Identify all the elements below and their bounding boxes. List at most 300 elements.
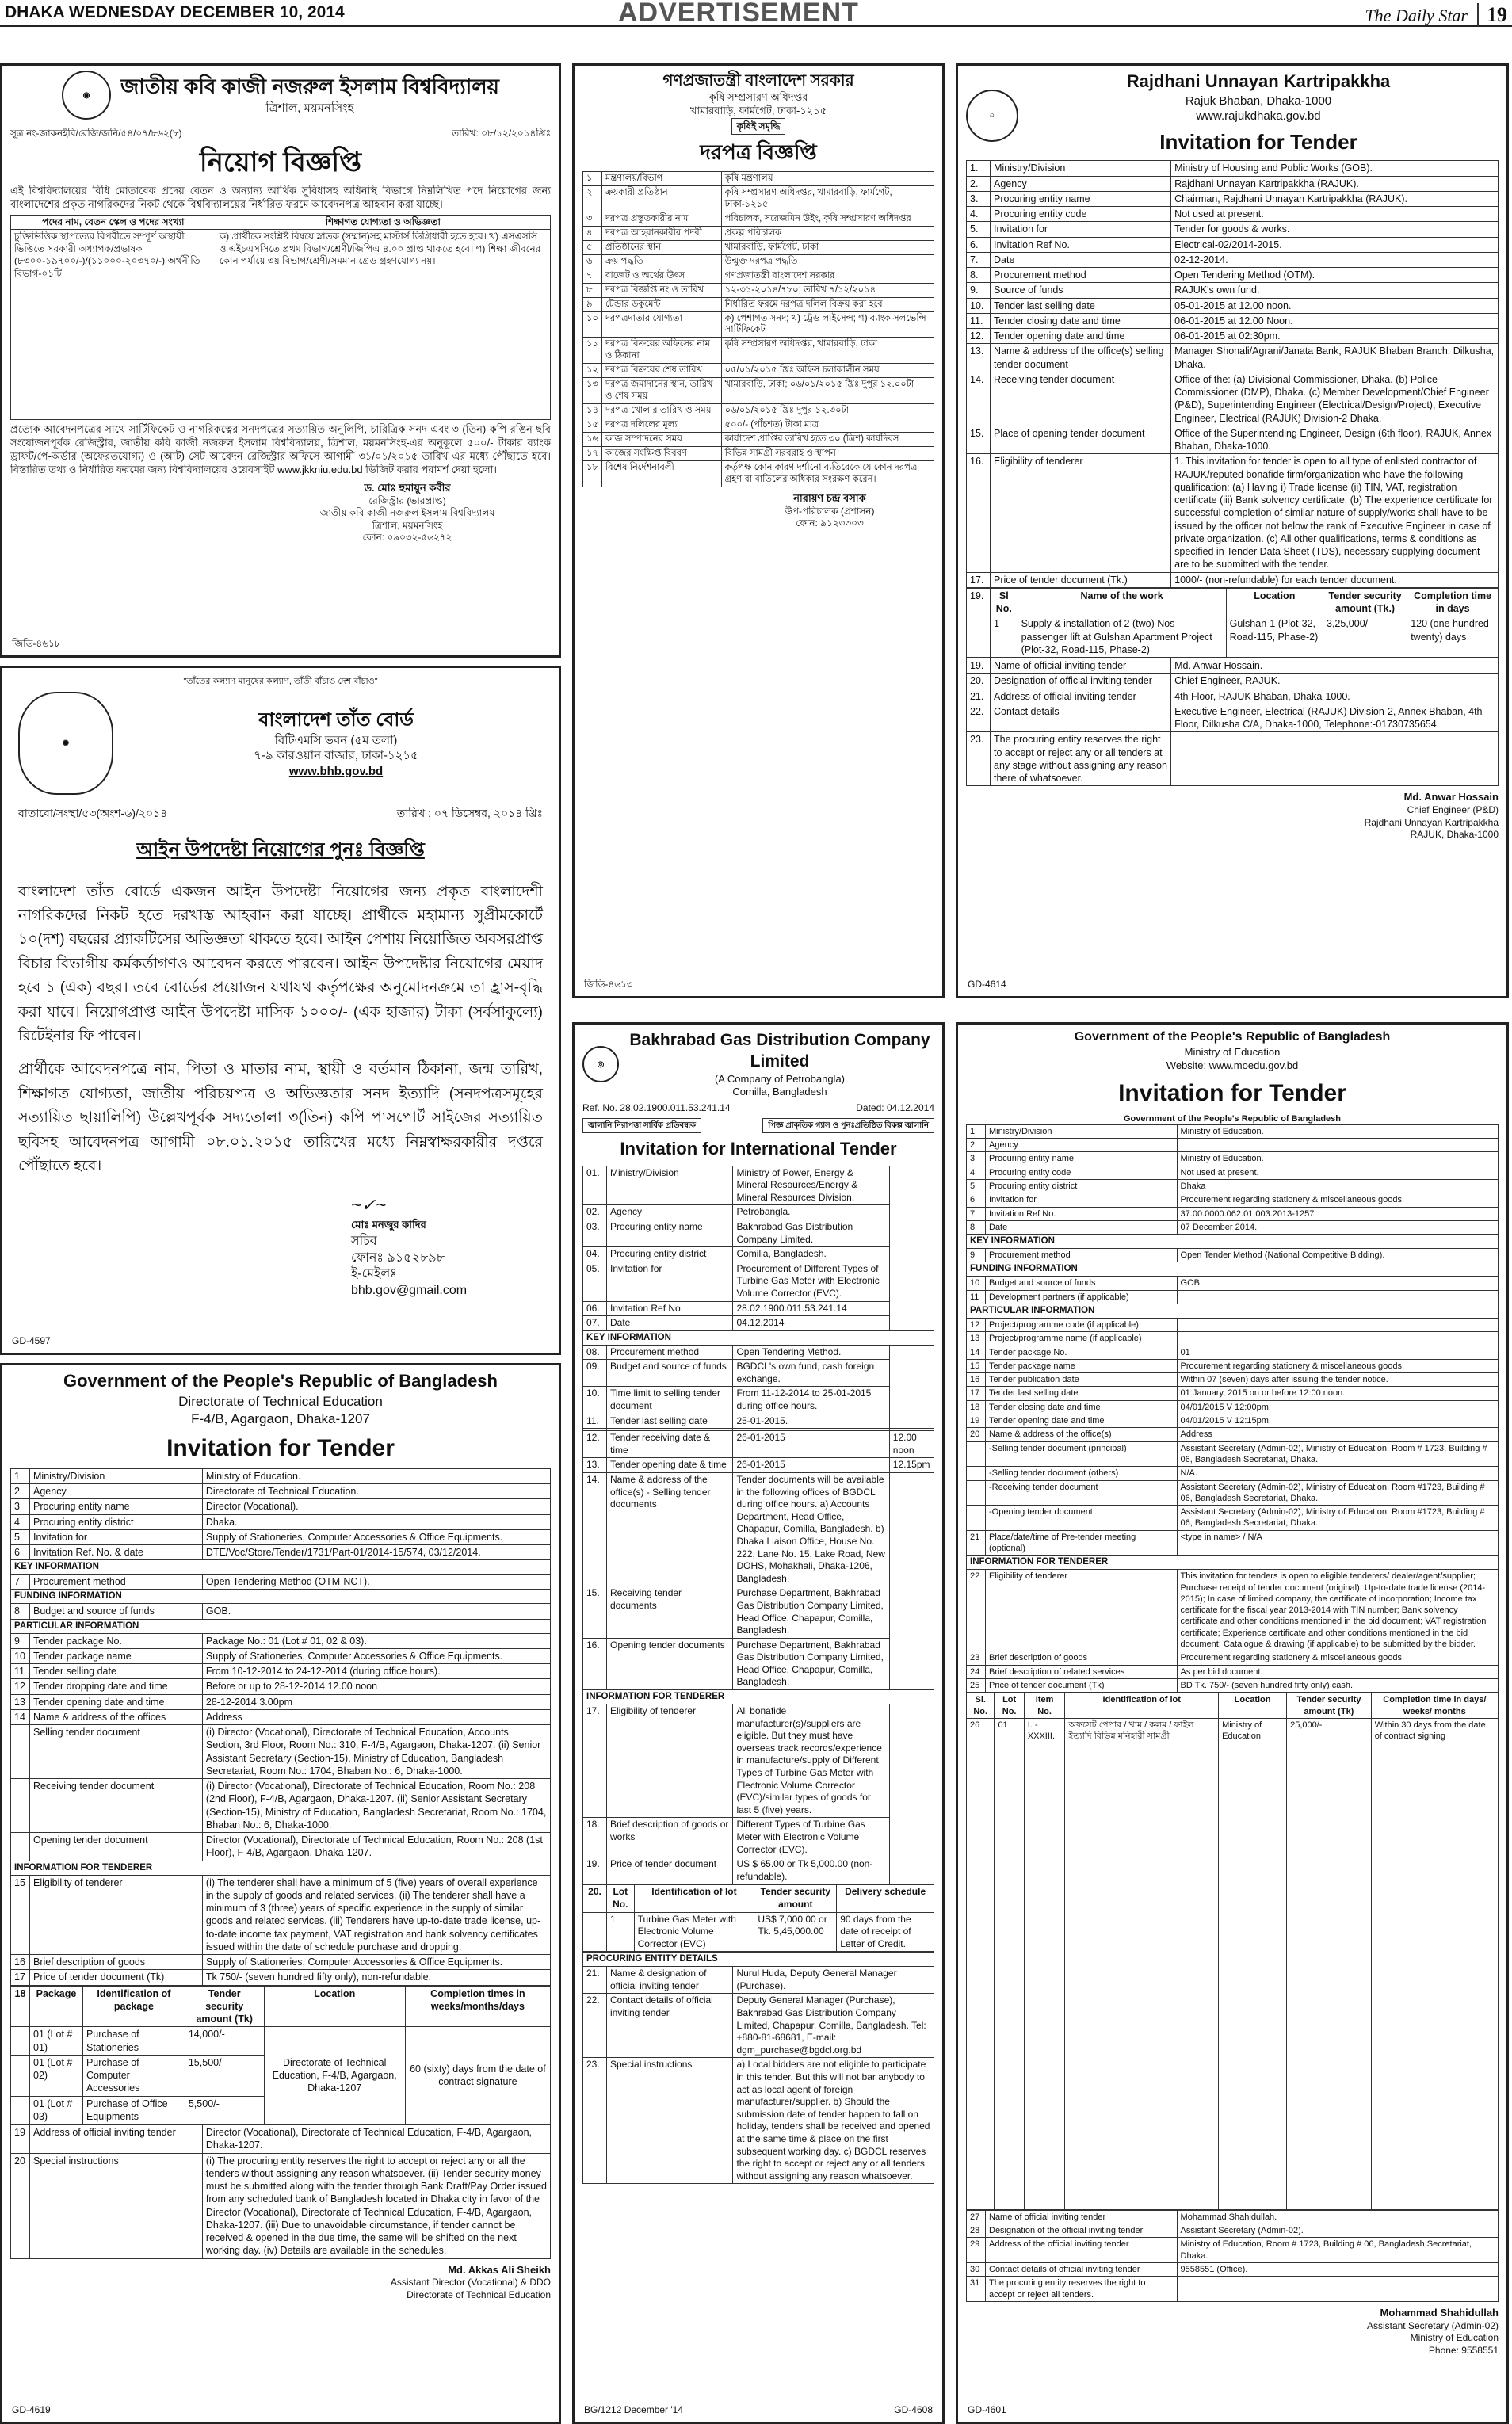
row-number: 4	[967, 1166, 986, 1179]
row-number: 15.	[967, 426, 991, 454]
table-row	[11, 1575, 551, 1590]
row-label: দরপত্র প্রস্তুতকারীর নাম	[602, 212, 722, 226]
row-label: Ministry/Division	[607, 1166, 733, 1205]
row-number: 14	[11, 1709, 30, 1724]
table-row	[967, 2277, 1499, 2302]
row-value: Assistant Secretary (Admin-02), Ministry of Education, Room #1723, Building # 06, Bangladesh Secretariat, Dhaka.	[1177, 1480, 1498, 1506]
table-row	[967, 1290, 1499, 1304]
table-row	[583, 1166, 934, 1205]
table-row	[11, 1679, 551, 1694]
row-label: Procuring entity name	[30, 1499, 203, 1514]
row-value: This invitation for tenders is open to eligible tenderers/ dealer/agent/supplier; Purchase receipt of tender document (original); Up-to-date trade license (2014-2015); In case of limited company, the certificate of incorporation; Income tax certificate for the fiscal year 2013-2014 with TIN number; Bank solvency certificate and other conditions mentioned in the bid document; VAT registration certificate; Experience certificate and other conditions mentioned in the bid document; Catalogue & drawing (if applicable) to be submitted by the bidder.	[1177, 1570, 1498, 1651]
row-value: উন্মুক্ত দরপত্র পদ্ধতি	[721, 254, 934, 269]
row-label: Price of tender document (Tk)	[30, 1970, 203, 1985]
table-row	[967, 1441, 1499, 1467]
row-label: Date	[991, 252, 1171, 267]
ad-heading: Invitation for Tender	[1118, 1079, 1346, 1106]
row-label: Tender last selling date	[607, 1414, 733, 1429]
row-label: Budget and source of funds	[30, 1604, 203, 1619]
table-row	[967, 732, 1499, 786]
table-row	[11, 1604, 551, 1619]
row-value: কৃষি সম্প্রসারণ অধিদপ্তর, খামারবাড়ি, ঢাকা	[721, 338, 934, 364]
row-value: 01 January, 2015 on or before 12:00 noon.	[1177, 1387, 1498, 1400]
row-label: Name & address of the office(s) - Selling tender documents	[607, 1472, 733, 1586]
row-label: দরপত্র বিক্রয়ের অফিসের নাম ও ঠিকানা	[602, 338, 722, 364]
row-value: BD Tk. 750/- (seven hundred fifty only) cash.	[1177, 1678, 1498, 1692]
row-label: Tender package name	[986, 1359, 1178, 1372]
row-label: Designation of official inviting tender	[991, 674, 1171, 689]
ad-paragraph-2: প্রার্থীকে আবেদনপত্রে নাম, পিতা ও মাতার নাম, স্থায়ী ও বর্তমান ঠিকানা, জন্ম তারিখ, শিক্ষাগত যোগ্যতা, জাতীয় পরিচয়পত্র ও অভিজ্ঞতার সনদ ইত্যাদি (সনদপত্রসমূহের সত্যায়িত ছায়ালিপি) উল্লেখপূর্বক সদ্যতোলা ৩(তিন) কপি পাসপোর্ট সাইজের সত্যায়িত ছবিসহ আবেদনপত্র আগামী ০৮.০১.২০১৫ তারিখের মধ্যে নিম্নস্বাক্ষরকারীর দপ্তরে পৌঁছাতে হবে।	[18, 1061, 543, 1174]
table-row	[967, 1651, 1499, 1665]
row-label: Tender closing date and time	[991, 313, 1171, 328]
row-number	[967, 1467, 986, 1480]
row-number: 01.	[583, 1166, 607, 1205]
table-row	[583, 378, 934, 404]
row-label: Invitation Ref No.	[986, 1207, 1178, 1220]
row-number: ১৪	[583, 404, 602, 418]
ad-body: প্রত্যেক আবেদনপত্রের সাথে সার্টিফিকেট ও নাগরিকত্বের সনদপত্রের সত্যায়িত অনুলিপি, চারিত্রিক সনদ এবং ৩ (তিন) কপি রঙিন ছবি সংযোজনপূর্বক রেজিস্ট্রার, জাতীয় কবি কাজী নজরুল ইসলাম বিশ্ববিদ্যালয়, ত্রিশাল, ময়মনসিংহ-এর অনুকূলে ৫০০/- টাকার ব্যাংক ড্রাফট/পে-অর্ডার (অফেরতযোগ্য) ও (আট) সেট আবেদন রেজিস্ট্রার অফিসে আগামী ৩১/০১/২০১৫ তারিখ এর মধ্যে পৌঁছাতে হবে। বিস্তারিত তথ্য ও নির্ধারিত ফরমের জন্য বিশ্ববিদ্যালয়ের ওয়েবসাইট www.jkkniu.edu.bd ভিজিট করার পরামর্শ দেয়া হলো।	[10, 423, 551, 475]
ad-intro: এই বিশ্ববিদ্যালয়ের বিধি মোতাবেক প্রদেয় বেতন ও অন্যান্য আর্থিক সুবিধাসহ অধিনস্থি বিভাগে নিম্নলিখিত পদে নিয়োগের জন্য বাংলাদেশের প্রকৃত নাগরিকদের নিকট থেকে বিশ্ববিদ্যালয়ের নির্ধারিত ফরমে আবেদনপত্র আহবান করা যাচ্ছে।	[10, 184, 551, 210]
table-row	[967, 674, 1499, 689]
row-label: ক্রয় পদ্ধতি	[602, 254, 722, 269]
row-value: 04/01/2015 V 12:00pm.	[1177, 1400, 1498, 1414]
table-row	[11, 1970, 551, 1985]
row-number: 3.	[967, 191, 991, 206]
row-number: 2	[967, 1139, 986, 1152]
row-value: Ministry of Housing and Public Works (GOB).	[1171, 161, 1499, 176]
row-value: 37.00.0000.062.01.003.2013-1257	[1177, 1207, 1498, 1220]
tender-table	[582, 171, 934, 487]
row-number: 30	[967, 2262, 986, 2276]
table-row	[967, 372, 1499, 426]
row-value: Supply of Stationeries, Computer Accessories & Office Equipments.	[202, 1529, 550, 1544]
row-label: Date	[986, 1220, 1178, 1234]
row-label: দরপত্রদাতার যোগ্যতা	[602, 311, 722, 338]
section-heading: INFORMATION FOR TENDERER	[11, 1861, 551, 1875]
signature-block: Md. Anwar Hossain Chief Engineer (P&D) Rajdhani Unnayan Kartripakkha RAJUK, Dhaka-1000	[1364, 791, 1499, 841]
row-value: Office of the: (a) Divisional Commissioner, Dhaka. (b) Police Commissioner (DMP), Dhaka. (c) Member Development/Chief Engineer (P&D), Superintending Engineer (Electrical/Design/Project), Executive Engineer, Electrical (RAJUK) Division-2 Dhaka.	[1171, 372, 1499, 426]
row-number: 18	[967, 1400, 986, 1414]
row-label: Procuring entity name	[991, 191, 1171, 206]
ad-title: গণপ্রজাতন্ত্রী বাংলাদেশ সরকার	[662, 72, 854, 90]
row-value: Package No.: 01 (Lot # 01, 02 & 03).	[202, 1633, 550, 1648]
ad-kkniu	[0, 63, 561, 658]
ad-code: GD-4619	[12, 2404, 51, 2416]
row-number: 25	[967, 1678, 986, 1692]
row-value: Ministry of Power, Energy & Mineral Resources/Energy & Mineral Resources Division.	[733, 1166, 889, 1205]
row-number: ১৬	[583, 432, 602, 446]
table-row	[583, 1247, 934, 1262]
row-label: Address of official inviting tender	[991, 689, 1171, 704]
row-number: 17.	[583, 1704, 607, 1818]
row-value: Chairman, Rajdhani Unnayan Kartripakkha (RAJUK).	[1171, 191, 1499, 206]
ad-code: GD-4608	[894, 2404, 933, 2416]
ad-rajuk: ⌂ Rajdhani Unnayan Kartripakkha Rajuk Bhaban, Dhaka-1000 www.rajukdhaka.gov.bd Invitation for Tender 1. Ministry/Division Ministry of Housing and Public Works (GOB). 2. Agency Rajdhani Unnayan Kartripakkha (RAJUK). 3. Procuring entity name Chairman, Rajdhani Unnayan Kartripakkha (RAJUK). 4. Procuring entity code Not used at present. 5. Invitation for Tender for goods & works. 6. Invitation Ref No. Electrical-02/2014-2015. 7. Date 02-12-2014. 8. Procurement method Open Tendering Method (OTM). 9. Source of funds RAJUK's own fund. 10. Tender last selling date 05-01-2015 at 12.00 noon. 11. Tender closing date and time 06-01-2015 at 12.00 Noon. 12. Tender opening date and time 06-01-2015 at 02:30pm. 13. Name & address of the office(s) selling tender document Manager Shonali/Agrani/Janata Bank, RAJUK Bhaban Branch, Dilkusha, Dhaka. 14. Receiving tender document Office of the: (a) Divisional Commissioner, Dhaka. (b) Police Commissioner (DMP), Dhaka. (c) Member Development/Chief Engineer (P&D), Superintending Engineer (Electrical/Design/Project), Executive Engineer, Electrical (RAJUK) Division-2 Dhaka. 15. Place of opening tender document Office of the Superintending Engineer, Design (6th floor), RAJUK, Annex Bhaban, Dhaka-1000. 16. Eligibility of tenderer 1. This invitation for tender is open to all type of enlisted contractor of RAJUK/reputed bonafide firm/organization who have the following qualification: (a) Having i) Trade license (ii) TIN, VAT, registration certificate (iii) Bank solvency certificate. (b) The experience certificate for successful completion of similar nature of supply/works shall have to be issued by the officer not below the rank of Executive Engineer in case of private organization. (c) All other qualifications, terms & conditions as specified in Tender Data Sheet (TDS), necessary supplying document are to be submitted with the tender. 17. Price of tender document (Tk.) 1000/- (non-refundable) for each tender document. 19. Sl No. Name of the work Location Tender security amount (Tk.) Completion time in days 1 Supply & installation of 2 (two) Nos passenger lift at Gulshan Apartment Project (Plot-32, Road-115, Phase-2) Gulshan-1 (Plot-32, Road-115, Phase-2) 3,25,000/- 120 (one hundred twenty) days 19. Name of official inviting tender Md. Anwar Hossain. 20. Designation of official inviting tender Chief Engineer, RAJUK. 21. Address of official inviting tender 4th Floor, RAJUK Bhaban, Dhaka-1000. 22. Contact details Executive Engineer, Electrical (RAJUK) Division-2, Annex Bhaban, 4th Floor, Dilkusha C/A, Dhaka-1000, Telephone:-01730735654. 23. The procuring entity reserves the right to accept or reject any or all tenders at any stage without assigning any reason there of whatsoever. Md. Anwar Hossain Chief Engineer (P&D) Rajdhani Unnayan Kartripakkha RAJUK, Dhaka-1000 GD-4614	[956, 63, 1509, 998]
row-label: -Selling tender document (principal)	[986, 1441, 1178, 1467]
row-number: 5	[11, 1529, 30, 1544]
table-row	[967, 658, 1499, 674]
row-value: 1. This invitation for tender is open to all type of enlisted contractor of RAJUK/reputed bonafide firm/organization who have the following qualification: (a) Having i) Trade license (ii) TIN, VAT, registration certificate (iii) Bank solvency certificate. (b) The experience certificate for successful completion of similar nature of supply/works shall have to be issued by the officer not below the rank of Executive Engineer in case of private organization. (c) All other qualifications, terms & conditions as specified in Tender Data Sheet (TDS), necessary supplying document are to be submitted with the tender.	[1171, 454, 1499, 572]
row-label: Invitation Ref. No. & date	[30, 1545, 203, 1560]
row-value: Ministry of Education.	[202, 1468, 550, 1483]
signature-block: Md. Akkas Ali Sheikh Assistant Director (Vocational) & DDO Directorate of Technical Education	[390, 2263, 551, 2301]
row-number: 6	[11, 1545, 30, 1560]
row-value: 12.15pm	[889, 1458, 934, 1473]
table-row	[583, 1414, 934, 1429]
row-label: দরপত্র জমাদানের স্থান, তারিখ ও শেষ সময়	[602, 378, 722, 404]
row-value: খামারবাড়ি, ঢাকা; ০৬/০১/২০১৫ খ্রিঃ দুপুর ১২.০০টা	[721, 378, 934, 404]
ad-bhb: "তাঁতের কল্যাণ মানুষের কল্যাণ, তাঁতী বাঁচাও দেশ বাঁচাও" ✺ বাংলাদেশ তাঁত বোর্ড বিটিএমসি ভবন (৫ম তলা) ৭-৯ কারওয়ান বাজার, ঢাকা-১২১৫ www.bhb.gov.bd বাতাবো/সংস্থা/৫৩(অংশ-৬)/২০১৪ তারিখ : ০৭ ডিসেম্বর, ২০১৪ খ্রিঃ আইন উপদেষ্টা নিয়োগের পুনঃ বিজ্ঞপ্তি বাংলাদেশ তাঁত বোর্ডে একজন আইন উপদেষ্টা নিয়োগের জন্য প্রকৃত বাংলাদেশী নাগরিকদের নিকট হতে দরখাস্ত আহবান করা যাচ্ছে। প্রার্থীকে মহামান্য সুপ্রীমকোর্টে ১০(দশ) বছরের প্র্যাকটিসের অভিজ্ঞতা থাকতে হবে। আইন পেশায় নিয়োজিত অবসরপ্রাপ্ত বিচার বিভাগীয় কর্মকর্তাগণও আবেদন করতে পারবেন। আইন উপদেষ্টার নিয়োগের মেয়াদ হবে ১ (এক) বছর। তবে বোর্ডের প্রয়োজন যথাযথ কর্তৃপক্ষের অনুমোদনক্রমে তা হ্রাস-বৃদ্ধি করা যাবে। নিয়োগপ্রাপ্ত আইন উপদেষ্টা মাসিক ১০০০/- (এক হাজার) টাকা (সর্বসাকুল্যে) রিটেইনার ফি পাবেন। প্রার্থীকে আবেদনপত্রে নাম, পিতা ও মাতার নাম, স্থায়ী ও বর্তমান ঠিকানা, জন্ম তারিখ, শিক্ষাগত যোগ্যতা, জাতীয় পরিচয়পত্র ও অভিজ্ঞতার সনদ ইত্যাদি (সনদপত্রসমূহের সত্যায়িত ছায়ালিপি) উল্লেখপূর্বক সদ্যতোলা ৩(তিন) কপি পাসপোর্ট সাইজের সত্যায়িত ছবিসহ আবেদনপত্র আগামী ০৮.০১.২০১৫ তারিখের মধ্যে নিম্নস্বাক্ষরকারীর দপ্তরে পৌঁছাতে হবে। ~✓~ মোঃ মনজুর কাদির সচিব ফোনঃ ৯১৫২৮৯৮ ই-মেইলঃ bhb.gov@gmail.com GD-4597	[0, 666, 561, 1355]
row-label: Agency	[607, 1205, 733, 1220]
row-label: Opening tender document	[30, 1833, 203, 1861]
row-value: 04.12.2014	[733, 1316, 889, 1331]
row-value: Purchase Department, Bakhrabad Gas Distribution Company Limited, Head Office, Chapapur, Comilla, Bangladesh.	[733, 1638, 889, 1689]
ad-heading: নিয়োগ বিজ্ঞপ্তি	[199, 147, 362, 178]
table-row	[967, 176, 1499, 191]
row-label: Tender opening date and time	[986, 1414, 1178, 1428]
row-label: মন্ত্রণালয়/বিভাগ	[602, 172, 722, 186]
row-number: 14.	[967, 372, 991, 426]
table-row	[967, 2224, 1499, 2238]
table-row	[11, 1648, 551, 1663]
row-number: 1	[967, 1124, 986, 1138]
row-value: Not used at present.	[1171, 207, 1499, 222]
row-value: US $ 65.00 or Tk 5,000.00 (non-refundable).	[733, 1857, 889, 1884]
row-number: 14	[967, 1346, 986, 1359]
row-label: বাজেট ও অর্থের উৎস	[602, 269, 722, 283]
table-row	[11, 2125, 551, 2154]
table-row	[583, 1387, 934, 1414]
table-row	[967, 1332, 1499, 1346]
row-value	[1177, 2277, 1498, 2302]
row-label: টেন্ডার ডকুমেন্ট	[602, 297, 722, 311]
row-number: 20	[11, 2153, 30, 2258]
row-label: The procuring entity reserves the right to accept or reject any or all tenders at any stage without assigning any reason there of whatsoever.	[991, 732, 1171, 786]
row-number: 11	[11, 1664, 30, 1679]
row-number: 06.	[583, 1301, 607, 1316]
row-label: বিশেষ নির্দেশনাবলী	[602, 460, 722, 487]
table-row	[967, 1359, 1499, 1372]
ad-heading: Invitation for International Tender	[620, 1138, 897, 1159]
ad-code: GD-4597	[12, 1335, 51, 1347]
row-value: Address	[202, 1709, 550, 1724]
row-value: পরিচালক, সরেজমিন উইং, কৃষি সম্প্রসারণ অধিদপ্তর	[721, 212, 934, 226]
row-value: Ministry of Education.	[1177, 1124, 1498, 1138]
row-label: Special instructions	[607, 2058, 733, 2184]
row-label: Tender opening date and time	[30, 1694, 203, 1709]
table-row	[583, 212, 934, 226]
row-label: Tender package name	[30, 1648, 203, 1663]
row-value: Ministry of Education.	[1177, 1152, 1498, 1166]
memo-number: বাতাবো/সংস্থা/৫৩(অংশ-৬)/২০১৪	[18, 807, 168, 820]
signature-block: Mohammad Shahidullah Assistant Secretary (Admin-02) Ministry of Education Phone: 9558551	[1366, 2306, 1499, 2356]
row-label: Procuring entity district	[986, 1180, 1178, 1193]
row-value: Comilla, Bangladesh.	[733, 1247, 889, 1262]
ad-code: GD-4614	[968, 979, 1006, 991]
table-row	[583, 446, 934, 460]
row-value: Director (Vocational), Directorate of Technical Education, Room No.: 208 (1st Floor), F-4/B, Agargaon, Dhaka-1207.	[202, 1833, 550, 1861]
section-heading: INFORMATION FOR TENDERER	[967, 1556, 1499, 1570]
row-number: 13	[967, 1332, 986, 1346]
row-label: Budget and source of funds	[607, 1360, 733, 1387]
row-number: 20.	[967, 674, 991, 689]
row-value: Ministry of Education, Room # 1723, Building # 06, Bangladesh Secretariat, Dhaka.	[1177, 2238, 1498, 2263]
row-number: 17	[11, 1970, 30, 1985]
row-label: Agency	[991, 176, 1171, 191]
post-table: পদের নাম, বেতন স্কেল ও পদের সংখ্যা শিক্ষাগত যোগ্যতা ও অভিজ্ঞতা চুক্তিভিত্তিক স্থাপত্যের বিপরীতে সম্পূর্ণ অস্থায়ী ভিত্তিতে সরকারী অধ্যাপক/প্রভাষক (৮৩০০-১৯৭০০/-)/(১১০০০-২০৩৭০/-) অর্থনীতি বিভাগ-০১টি ক) প্রার্থীকে সংশ্লিষ্ট বিষয়ে স্নাতক (সম্মান)সহ মাস্টার্স ডিগ্রিধারী হতে হবে। খ) এসএসসি ও এইচএসসিতে প্রথম বিভাগ/শ্রেণী/জিপিএ ৪.০০ প্রাপ্ত থাকতে হবে। গ) শিক্ষা জীবনের কোন পর্যায়ে ৩য় বিভাগ/শ্রেণী/সমমান গ্রেড গ্রহণযোগ্য নয়।	[10, 215, 551, 421]
table-row	[583, 432, 934, 446]
row-number: 19	[11, 2125, 30, 2154]
row-label: Tender opening date & time	[607, 1458, 733, 1473]
row-label: Opening tender documents	[607, 1638, 733, 1689]
row-label: Price of tender document	[607, 1857, 733, 1884]
row-number: 16	[11, 1955, 30, 1970]
section-heading: PARTICULAR INFORMATION	[11, 1619, 551, 1633]
ad-heading: দরপত্র বিজ্ঞপ্তি	[700, 140, 817, 165]
row-number	[967, 1441, 986, 1467]
tagline-badge: পিজ্ঞ প্রাকৃতিক গ্যাস ও পুনঃপ্রতিষ্ঠিত বিকল্প জ্বালানি	[762, 1118, 934, 1133]
row-label: Tender package No.	[986, 1346, 1178, 1359]
row-label: Ministry/Division	[991, 161, 1171, 176]
row-value: কৃষি সম্প্রসারণ অধিদপ্তর, খামারবাড়ি, ফার্মগেট, ঢাকা-১২১৫	[721, 186, 934, 212]
table-row	[967, 704, 1499, 732]
row-number: 10	[11, 1648, 30, 1663]
row-value: 06-01-2015 at 02:30pm.	[1171, 329, 1499, 344]
row-value: 28.02.1900.011.53.241.14	[733, 1301, 889, 1316]
row-number: 9	[967, 1249, 986, 1262]
row-value	[1177, 1139, 1498, 1152]
table-row	[11, 1694, 551, 1709]
university-seal-icon: ◉	[62, 71, 111, 120]
row-number: ১৮	[583, 460, 602, 487]
row-label: -Receiving tender document	[986, 1480, 1178, 1506]
row-value: 26-01-2015	[733, 1458, 889, 1473]
row-value: গণপ্রজাতন্ত্রী বাংলাদেশ সরকার	[721, 269, 934, 283]
row-label: দরপত্র বিক্রয়ের শেষ তারিখ	[602, 364, 722, 378]
row-label: Name & address of the office(s) selling tender document	[991, 344, 1171, 372]
table-row	[967, 1152, 1499, 1166]
row-value: বিভিন্ন সামগ্রী সরবরাহ ও স্থাপন	[721, 446, 934, 460]
row-value	[1177, 1332, 1498, 1346]
table-row	[967, 1467, 1499, 1480]
row-label: Tender closing date and time	[986, 1400, 1178, 1414]
row-value: <type in name> / N/A	[1177, 1530, 1498, 1556]
website-link[interactable]: www.bhb.gov.bd	[288, 764, 384, 778]
row-value: Procurement regarding stationery & miscellaneous goods.	[1177, 1651, 1498, 1665]
row-number: 21.	[967, 689, 991, 704]
row-number: ১১	[583, 338, 602, 364]
row-number: 6.	[967, 237, 991, 252]
table-row	[967, 1678, 1499, 1692]
row-number: 13.	[583, 1458, 607, 1473]
table-row	[967, 222, 1499, 237]
section-heading: KEY INFORMATION	[583, 1330, 934, 1345]
row-value: DTE/Voc/Store/Tender/1731/Part-01/2014-15/574, 03/12/2014.	[202, 1545, 550, 1560]
row-number: 16.	[967, 454, 991, 572]
table-row	[583, 2058, 934, 2184]
table-row	[583, 1431, 934, 1458]
table-row	[583, 240, 934, 254]
row-label: Ministry/Division	[30, 1468, 203, 1483]
row-label: Price of tender document (Tk)	[986, 1678, 1178, 1692]
row-label: Special instructions	[30, 2153, 203, 2258]
table-row	[583, 186, 934, 212]
row-label: Agency	[986, 1139, 1178, 1152]
table-row	[583, 1301, 934, 1316]
row-value: Purchase Department, Bakhrabad Gas Distribution Company Limited, Head Office, Chapapur, Comilla, Bangladesh.	[733, 1586, 889, 1638]
row-number: 09.	[583, 1360, 607, 1387]
row-number: 27	[967, 2210, 986, 2224]
row-label: Address of the official inviting tender	[986, 2238, 1178, 2263]
row-number: 4.	[967, 207, 991, 222]
row-number: 03.	[583, 1220, 607, 1246]
row-number: 5	[967, 1180, 986, 1193]
table-row	[583, 1360, 934, 1387]
table-row	[11, 1875, 551, 1955]
table-row	[967, 689, 1499, 704]
section-heading: FUNDING INFORMATION	[967, 1262, 1499, 1277]
ad-title: Rajdhani Unnayan Kartripakkha	[1126, 71, 1391, 91]
row-value: 02-12-2014.	[1171, 252, 1499, 267]
table-row	[583, 1857, 934, 1884]
ad-moedu: Government of the People's Republic of Bangladesh Ministry of Education Website: www.moedu.gov.bd Invitation for Tender Government of the People's Republic of Bangladesh 1 Ministry/Division Ministry of Education. 2 Agency 3 Procuring entity name Ministry of Education. 4 Procuring entity code Not used at present. 5 Procuring entity district Dhaka 6 Invitation for Procurement regarding stationery & miscellaneous goods. 7 Invitation Ref No. 37.00.0000.062.01.003.2013-1257 8 Date 07 December 2014. KEY INFORMATION 9 Procurement method Open Tender Method (National Competitive Bidding). FUNDING INFORMATION 10 Budget and source of funds GOB 11 Development partners (if applicable) PARTICULAR INFORMATION 12 Project/programme code (if applicable) 13 Project/programme name (if applicable) 14 Tender package No. 01 15 Tender package name Procurement regarding stationery & miscellaneous goods. 16 Tender publication date Within 07 (seven) days after issuing the tender notice. 17 Tender last selling date 01 January, 2015 on or before 12:00 noon. 18 Tender closing date and time 04/01/2015 V 12:00pm. 19 Tender opening date and time 04/01/2015 V 12:15pm. 20 Name & address of the office(s) Address -Selling tender document (principal) Assistant Secretary (Admin-02), Ministry of Education, Room # 1723, Building # 06, Bangladesh Secretariat, Dhaka. -Selling tender document (others) N/A. -Receiving tender document Assistant Secretary (Admin-02), Ministry of Education, Room #1723, Building # 06, Bangladesh Secretariat, Dhaka. -Opening tender document Assistant Secretary (Admin-02), Ministry of Education, Room #1723, Building # 06, Bangladesh Secretariat, Dhaka. 21 Place/date/time of Pre-tender meeting (optional) <type in name> / N/A INFORMATION FOR TENDERER 22 Eligibility of tenderer This invitation for tenders is open to eligible tenderers/ dealer/agent/supplier; Purchase receipt of tender document (original); Up-to-date trade license (2014-2015); In case of limited company, the certificate of incorporation; Income tax certificate for the fiscal year 2013-2014 with TIN number; Bank solvency certificate and other conditions mentioned in the bid document; VAT registration certificate; Experience certificate and other conditions mentioned in the bid document; Catalogue & drawing (if applicable) to be submitted by the bidder. 23 Brief description of goods Procurement regarding stationery & miscellaneous goods. 24 Brief description of related services As per bid document. 25 Price of tender document (Tk) BD Tk. 750/- (seven hundred fifty only) cash. Sl. No. Lot No. Item No. Identification of lot Location Tender security amount (Tk) Completion time in days/ weeks/ months 26 01 I. - XXXIII. অফসেট পেপার / খাম / কলম / ফাইল ইত্যাদি বিভিন্ন মনিহারী সামগ্রী Ministry of Education 25,000/- Within 30 days from the date of contract signing 27 Name of official inviting tender Mohammad Shahidullah. 28 Designation of the official inviting tender Assistant Secretary (Admin-02). 29 Address of the official inviting tender Ministry of Education, Room # 1723, Building # 06, Bangladesh Secretariat, Dhaka. 30 Contact details of official inviting tender 9558551 (Office). 31 The procuring entity reserves the right to accept or reject all tenders. Mohammad Shahidullah Assistant Secretary (Admin-02) Ministry of Education Phone: 9558551 GD-4601	[956, 1022, 1509, 2424]
row-number: 19	[967, 1414, 986, 1428]
row-number: 7.	[967, 252, 991, 267]
ref-number: Ref. No. 28.02.1900.011.53.241.14	[582, 1102, 731, 1114]
row-number: 10.	[583, 1387, 607, 1414]
row-value: Mohammad Shahidullah.	[1177, 2210, 1498, 2224]
table-row	[583, 254, 934, 269]
row-number: 04.	[583, 1247, 607, 1262]
row-label: Receiving tender documents	[607, 1586, 733, 1638]
section-heading: KEY INFORMATION	[11, 1560, 551, 1575]
row-value: 28-12-2014 3.00pm	[202, 1694, 550, 1709]
row-number: 1	[11, 1468, 30, 1483]
row-label: কাজ সম্পাদনের সময়	[602, 432, 722, 446]
post-qualification: ক) প্রার্থীকে সংশ্লিষ্ট বিষয়ে স্নাতক (সম্মান)সহ মাস্টার্স ডিগ্রিধারী হতে হবে। খ) এসএসসি ও এইচএসসিতে প্রথম বিভাগ/শ্রেণী/জিপিএ ৪.০০ প্রাপ্ত থাকতে হবে। গ) শিক্ষা জীবনের কোন পর্যায়ে ৩য় বিভাগ/শ্রেণী/সমমান গ্রেড গ্রহণযোগ্য নয়।	[216, 230, 550, 420]
row-number: 23	[967, 1651, 986, 1665]
row-value: Open Tendering Method.	[733, 1345, 889, 1360]
row-number: 7	[11, 1575, 30, 1590]
row-value: Rajdhani Unnayan Kartripakkha (RAJUK).	[1171, 176, 1499, 191]
table-row	[11, 1779, 551, 1833]
row-label: Brief description of goods	[30, 1955, 203, 1970]
row-value	[1171, 732, 1499, 786]
table-row	[967, 1387, 1499, 1400]
row-number: 3	[11, 1499, 30, 1514]
row-number: ১২	[583, 364, 602, 378]
row-number: 11.	[583, 1414, 607, 1429]
table-row	[967, 426, 1499, 454]
work-table: 19. Sl No. Name of the work Location Tender security amount (Tk.) Completion time in days 1 Supply & installation of 2 (two) Nos passenger lift at Gulshan Apartment Project (Plot-32, Road-115, Phase-2) Gulshan-1 (Plot-32, Road-115, Phase-2) 3,25,000/- 120 (one hundred twenty) days	[966, 588, 1499, 658]
row-number: ৫	[583, 240, 602, 254]
row-number: 13.	[967, 344, 991, 372]
row-label: -Opening tender document	[986, 1506, 1178, 1531]
instructions-table	[10, 2124, 551, 2259]
row-number: ৪	[583, 226, 602, 240]
row-value: নির্ধারিত ফরমে দরপত্র দলিল বিক্রয় করা হবে	[721, 297, 934, 311]
row-value: Deputy General Manager (Purchase), Bakhrabad Gas Distribution Company Limited, Chapapur, Comilla, Bangladesh. Tel: +880-81-68681, E-mail: dgm_purchase@bgdcl.org.bd	[733, 1994, 934, 2058]
page-number: 19	[1477, 3, 1507, 26]
row-label: Procurement method	[30, 1575, 203, 1590]
row-value: From 10-12-2014 to 24-12-2014 (during office hours).	[202, 1664, 550, 1679]
row-value: a) Local bidders are not eligible to participate in this tender. But this will not bar anybody to act as local agent of foreign manufacturer/supplier. b) Should the submission date of tender happen to fall on holiday, tenders shall be received and opened at the same time & place on the first subsequent working day. c) BGDCL reserves the right to accept or reject any or all tenders without assigning any reason whatsoever.	[733, 2058, 934, 2184]
row-label: Eligibility of tenderer	[986, 1570, 1178, 1651]
tagline-badge: জ্বালানি নিরাপত্তা সার্বিক প্রতিবন্ধক	[582, 1118, 701, 1133]
row-number: 10.	[967, 298, 991, 313]
tender-table	[10, 1468, 551, 1986]
header-date: DHAKA WEDNESDAY DECEMBER 10, 2014	[5, 3, 345, 21]
table-row	[967, 268, 1499, 283]
tender-table	[966, 1124, 1499, 1693]
contact-table	[966, 658, 1499, 786]
tender-table	[966, 160, 1499, 588]
row-label: Tender publication date	[986, 1373, 1178, 1387]
row-label: Contact details of official inviting tender	[607, 1994, 733, 2058]
row-number: 21.	[583, 1967, 607, 1994]
row-number: 19.	[583, 1857, 607, 1884]
row-value: 05-01-2015 at 12.00 noon.	[1171, 298, 1499, 313]
table-row	[583, 172, 934, 186]
row-number	[11, 1725, 30, 1779]
ad-title: Bakhrabad Gas Distribution Company Limited	[629, 1031, 930, 1071]
row-value: Assistant Secretary (Admin-02), Ministry of Education, Room # 1723, Building # 06, Bangladesh Secretariat, Dhaka.	[1177, 1441, 1498, 1467]
row-label: Budget and source of funds	[986, 1277, 1178, 1290]
ref-date: Dated: 04.12.2014	[856, 1102, 934, 1114]
table-row	[967, 2238, 1499, 2263]
row-label: Time limit to selling tender document	[607, 1387, 733, 1414]
row-number: 9	[11, 1633, 30, 1648]
table-row	[967, 1180, 1499, 1193]
row-label: Agency	[30, 1484, 203, 1499]
row-label: Name & designation of official inviting tender	[607, 1967, 733, 1994]
section-heading: KEY INFORMATION	[967, 1235, 1499, 1249]
table-row	[967, 1318, 1499, 1331]
ad-title: Government of the People's Republic of Bangladesh	[1074, 1030, 1391, 1044]
table-row	[967, 1530, 1499, 1556]
row-label: Procurement method	[991, 268, 1171, 283]
row-value: (i) The procuring entity reserves the right to accept or reject any or all the tenders without assigning any reason whatsoever. (ii) Tender security money must be submitted along with the tender through Bank Draft/Pay Order issued from any scheduled bank of Bangladesh located in Dhaka city in favor of the Director (Vocational), Directorate of Technical Education, F-4/B, Agargaon, Dhaka-1207. (iii) Due to unavoidable circumstance, if tender cannot be received & opened in the due time, the same will be shifted on the next working day. (iv) Details are available in the schedules.	[202, 2153, 550, 2258]
memo-date: তারিখ : ০৭ ডিসেম্বর, ২০১৪ খ্রিঃ	[396, 807, 543, 820]
row-label: Place of opening tender document	[991, 426, 1171, 454]
row-value: Dhaka.	[202, 1514, 550, 1529]
table-row	[11, 1499, 551, 1514]
row-label: Receiving tender document	[991, 372, 1171, 426]
row-number: ২	[583, 186, 602, 212]
row-label: -Selling tender document (others)	[986, 1467, 1178, 1480]
row-label: Invitation Ref No.	[607, 1301, 733, 1316]
ad-code: জিডি-৪৬১৩	[584, 979, 633, 991]
row-value: Supply of Stationeries, Computer Accessories & Office Equipments.	[202, 1955, 550, 1970]
ad-quote: "তাঁতের কল্যাণ মানুষের কল্যাণ, তাঁতী বাঁচাও দেশ বাঁচাও"	[183, 677, 378, 686]
row-label: দরপত্র খোলার তারিখ ও সময়	[602, 404, 722, 418]
row-value: From 11-12-2014 to 25-01-2015 during office hours.	[733, 1387, 889, 1414]
lot-table: 20. Lot No. Identification of lot Tender security amount Delivery schedule 1 Turbine Gas Meter with Electronic Volume Corrector (EVC) US$ 7,000.00 or Tk. 5,45,000.00 90 days from the date of receipt of Letter of Credit.	[582, 1884, 934, 1952]
table-row	[583, 1345, 934, 1360]
signature-block: ~✓~ মোঃ মনজুর কাদির সচিব ফোনঃ ৯১৫২৮৯৮ ই-মেইলঃ bhb.gov@gmail.com	[351, 1195, 468, 1298]
row-number: ৭	[583, 269, 602, 283]
table-row	[583, 338, 934, 364]
row-value: ৫০০/- (পাঁচশত) টাকা মাত্র	[721, 418, 934, 433]
row-number: 7	[967, 1207, 986, 1220]
row-value	[1177, 1290, 1498, 1304]
row-label: Eligibility of tenderer	[30, 1875, 203, 1955]
row-value: Directorate of Technical Education.	[202, 1484, 550, 1499]
table-row	[11, 1709, 551, 1724]
row-value: RAJUK's own fund.	[1171, 283, 1499, 298]
table-row	[967, 1139, 1499, 1152]
row-value: Electrical-02/2014-2015.	[1171, 237, 1499, 252]
